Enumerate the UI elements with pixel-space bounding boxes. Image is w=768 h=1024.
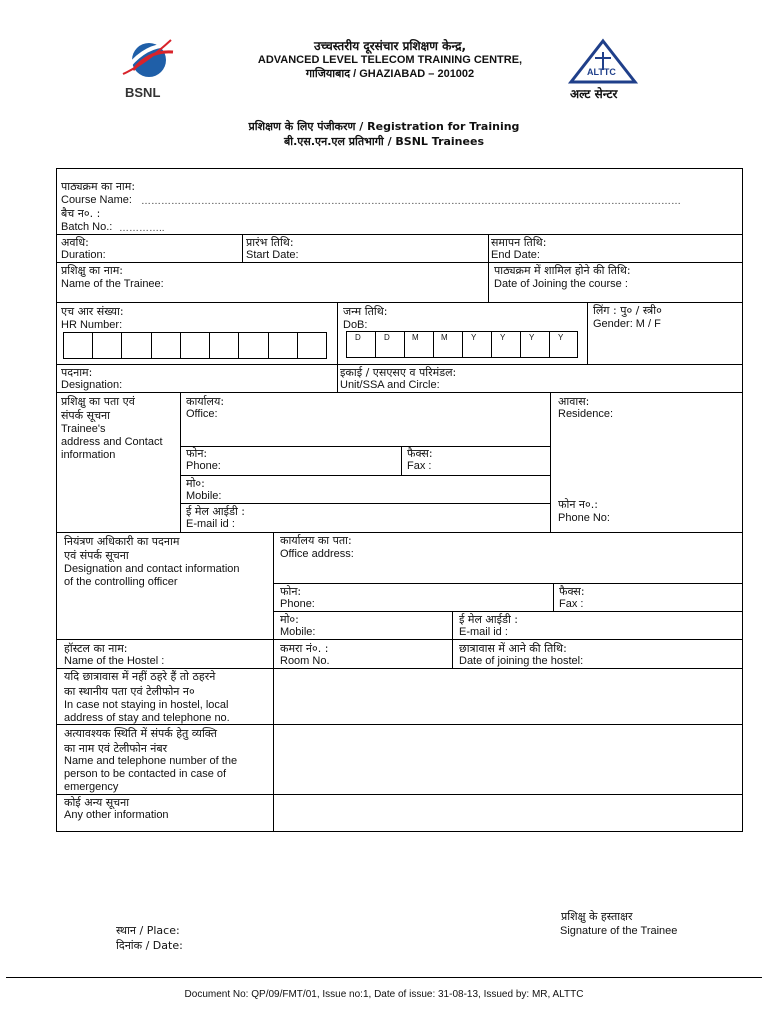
emergency-contact-hindi-2: का नाम एवं टेलीफोन नंबर: [64, 742, 168, 755]
dob-label-y2: Y: [500, 333, 506, 342]
ctrl-email-label: E-mail id :: [459, 626, 508, 638]
joining-date-hindi: पाठ्यक्रम में शामिल होने की तिथि:: [494, 264, 631, 277]
dob-label: DoB:: [343, 319, 368, 331]
trainee-name-hindi: प्रशिक्षु का नाम:: [61, 264, 124, 277]
alttc-logo-text: ALTTC: [587, 67, 616, 77]
alttc-logo: [565, 38, 645, 104]
hostel-joining-hindi: छात्रावास में आने की तिथि:: [459, 642, 567, 655]
mobile-label: Mobile:: [186, 490, 222, 502]
residence-hindi: आवास:: [558, 395, 590, 408]
local-address-label-2: address of stay and telephone no.: [64, 712, 230, 724]
email-hindi: ई मेल आईडी :: [186, 505, 246, 518]
local-address-label-1: In case not staying in hostel, local: [64, 699, 229, 711]
local-address-hindi-2: का स्थानीय पता एवं टेलीफोन न०: [64, 685, 195, 698]
local-address-hindi-1: यदि छात्रावास में नहीं ठहरे हैं तो ठहरने: [64, 670, 216, 683]
ctrl-fax-label: Fax :: [559, 598, 584, 610]
phone-no-label: Phone No:: [558, 512, 610, 524]
dob-label-y3: Y: [529, 333, 535, 342]
org-english: ADVANCED LEVEL TELECOM TRAINING CENTRE,: [257, 54, 523, 66]
batch-no-field[interactable]: …………..: [119, 223, 165, 234]
unit-ssa-label: Unit/SSA and Circle:: [340, 379, 440, 391]
email-label: E-mail id :: [186, 518, 235, 530]
dob-label-y4: Y: [558, 333, 564, 342]
phone-label: Phone:: [186, 460, 221, 472]
signature-label: Signature of the Trainee: [560, 925, 678, 937]
trainee-address-label-3: information: [61, 449, 116, 461]
dob-label-d1: D: [355, 333, 361, 342]
org-city: गाजियाबाद / GHAZIABAD – 201002: [305, 68, 475, 80]
trainee-address-hindi-1: प्रशिक्षु का पता एवं: [61, 395, 135, 408]
batch-no-hindi: बैच न०. :: [61, 207, 101, 220]
unit-ssa-hindi: इकाई / एसएसए व परिमंडल:: [340, 366, 457, 379]
gender-hindi: लिंग : पु० / स्त्री०: [593, 304, 662, 317]
emergency-contact-hindi-1: अत्यावश्यक स्थिति में संपर्क हेतु व्यक्ति: [64, 727, 217, 740]
alttc-hindi: अल्ट सेन्टर: [570, 87, 618, 101]
hostel-name-hindi: हॉस्टल का नाम:: [64, 642, 128, 655]
hr-number-label: HR Number:: [61, 319, 123, 331]
emergency-contact-label-2: person to be contacted in case of: [64, 768, 227, 780]
emergency-contact-label-3: emergency: [64, 781, 119, 793]
phone-hindi: फोन:: [186, 447, 208, 460]
bsnl-logo: [115, 36, 185, 102]
designation-hindi: पदनाम:: [61, 366, 93, 379]
hostel-name-label: Name of the Hostel :: [64, 655, 165, 667]
office-address-label: Office address:: [280, 548, 354, 560]
trainee-address-label-1: Trainee's: [61, 423, 106, 435]
batch-no-label: Batch No.:: [61, 221, 113, 233]
document-number: Document No: QP/09/FMT/01, Issue no:1, Date of issue: 31-08-13, Issued by: MR, ALTTC: [184, 989, 584, 1000]
phone-no-hindi: फोन न०.:: [558, 498, 598, 511]
course-name-field[interactable]: ………………………………………………………………………………………………………………………………………………: [141, 196, 681, 207]
emergency-contact-label-1: Name and telephone number of the: [64, 755, 238, 767]
controlling-officer-label-1: Designation and contact information: [64, 563, 240, 575]
office-label: Office:: [186, 408, 218, 420]
hr-number-boxes[interactable]: [63, 332, 327, 359]
ctrl-fax-hindi: फैक्स:: [559, 585, 585, 598]
ctrl-phone-hindi: फोन:: [280, 585, 302, 598]
joining-date-label: Date of Joining the course :: [494, 278, 628, 290]
controlling-officer-hindi-2: एवं संपर्क सूचना: [64, 549, 129, 562]
fax-hindi: फैक्स:: [407, 447, 433, 460]
dob-label-d2: D: [384, 333, 390, 342]
office-hindi: कार्यालय:: [186, 395, 225, 408]
course-name-label: Course Name:: [61, 194, 132, 206]
form-title-line1: प्रशिक्षण के लिए पंजीकरण / Registration for Training: [248, 120, 520, 133]
date-label: दिनांक / Date:: [116, 939, 183, 952]
gender-label: Gender: M / F: [593, 318, 661, 330]
trainee-address-label-2: address and Contact: [61, 436, 163, 448]
dob-hindi: जन्म तिथि:: [343, 305, 388, 318]
course-name-hindi: पाठ्यक्रम का नाम:: [61, 180, 136, 193]
dob-label-y1: Y: [471, 333, 477, 342]
ctrl-email-hindi: ई मेल आईडी :: [459, 613, 519, 626]
duration-label: Duration:: [61, 249, 106, 261]
other-info-hindi: कोई अन्य सूचना: [64, 796, 130, 809]
ctrl-phone-label: Phone:: [280, 598, 315, 610]
designation-label: Designation:: [61, 379, 123, 391]
bsnl-logo-text: BSNL: [125, 85, 161, 100]
room-no-hindi: कमरा नं०. :: [280, 642, 329, 655]
signature-hindi: प्रशिक्षु के हस्ताक्षर: [561, 910, 633, 923]
end-date-hindi: समापन तिथि:: [491, 236, 547, 249]
fax-label: Fax :: [407, 460, 432, 472]
office-address-hindi: कार्यालय का पता:: [280, 534, 352, 547]
room-no-label: Room No.: [280, 655, 330, 667]
org-hindi: उच्चस्तरीय दूरसंचार प्रशिक्षण केन्द्र,: [314, 39, 466, 53]
hr-number-hindi: एच आर संख्या:: [61, 305, 124, 318]
trainee-name-label: Name of the Trainee:: [61, 278, 164, 290]
other-info-label: Any other information: [64, 809, 169, 821]
hostel-joining-label: Date of joining the hostel:: [459, 655, 584, 667]
footer-divider: [6, 977, 762, 978]
ctrl-mobile-hindi: मो०:: [280, 613, 299, 626]
controlling-officer-hindi-1: नियंत्रण अधिकारी का पदनाम: [64, 535, 180, 548]
trainee-address-hindi-2: संपर्क सूचना: [61, 409, 111, 422]
form-title-line2: बी.एस.एन.एल प्रतिभागी / BSNL Trainees: [284, 135, 484, 148]
start-date-label: Start Date:: [246, 249, 299, 261]
dob-label-m2: M: [441, 333, 448, 342]
place-label: स्थान / Place:: [116, 924, 180, 937]
start-date-hindi: प्रारंभ तिथि:: [246, 236, 294, 249]
mobile-hindi: मो०:: [186, 477, 205, 490]
duration-hindi: अवधि:: [61, 236, 89, 249]
end-date-label: End Date:: [491, 249, 540, 261]
residence-label: Residence:: [558, 408, 614, 420]
controlling-officer-label-2: of the controlling officer: [64, 576, 178, 588]
dob-label-m1: M: [412, 333, 419, 342]
ctrl-mobile-label: Mobile:: [280, 626, 316, 638]
